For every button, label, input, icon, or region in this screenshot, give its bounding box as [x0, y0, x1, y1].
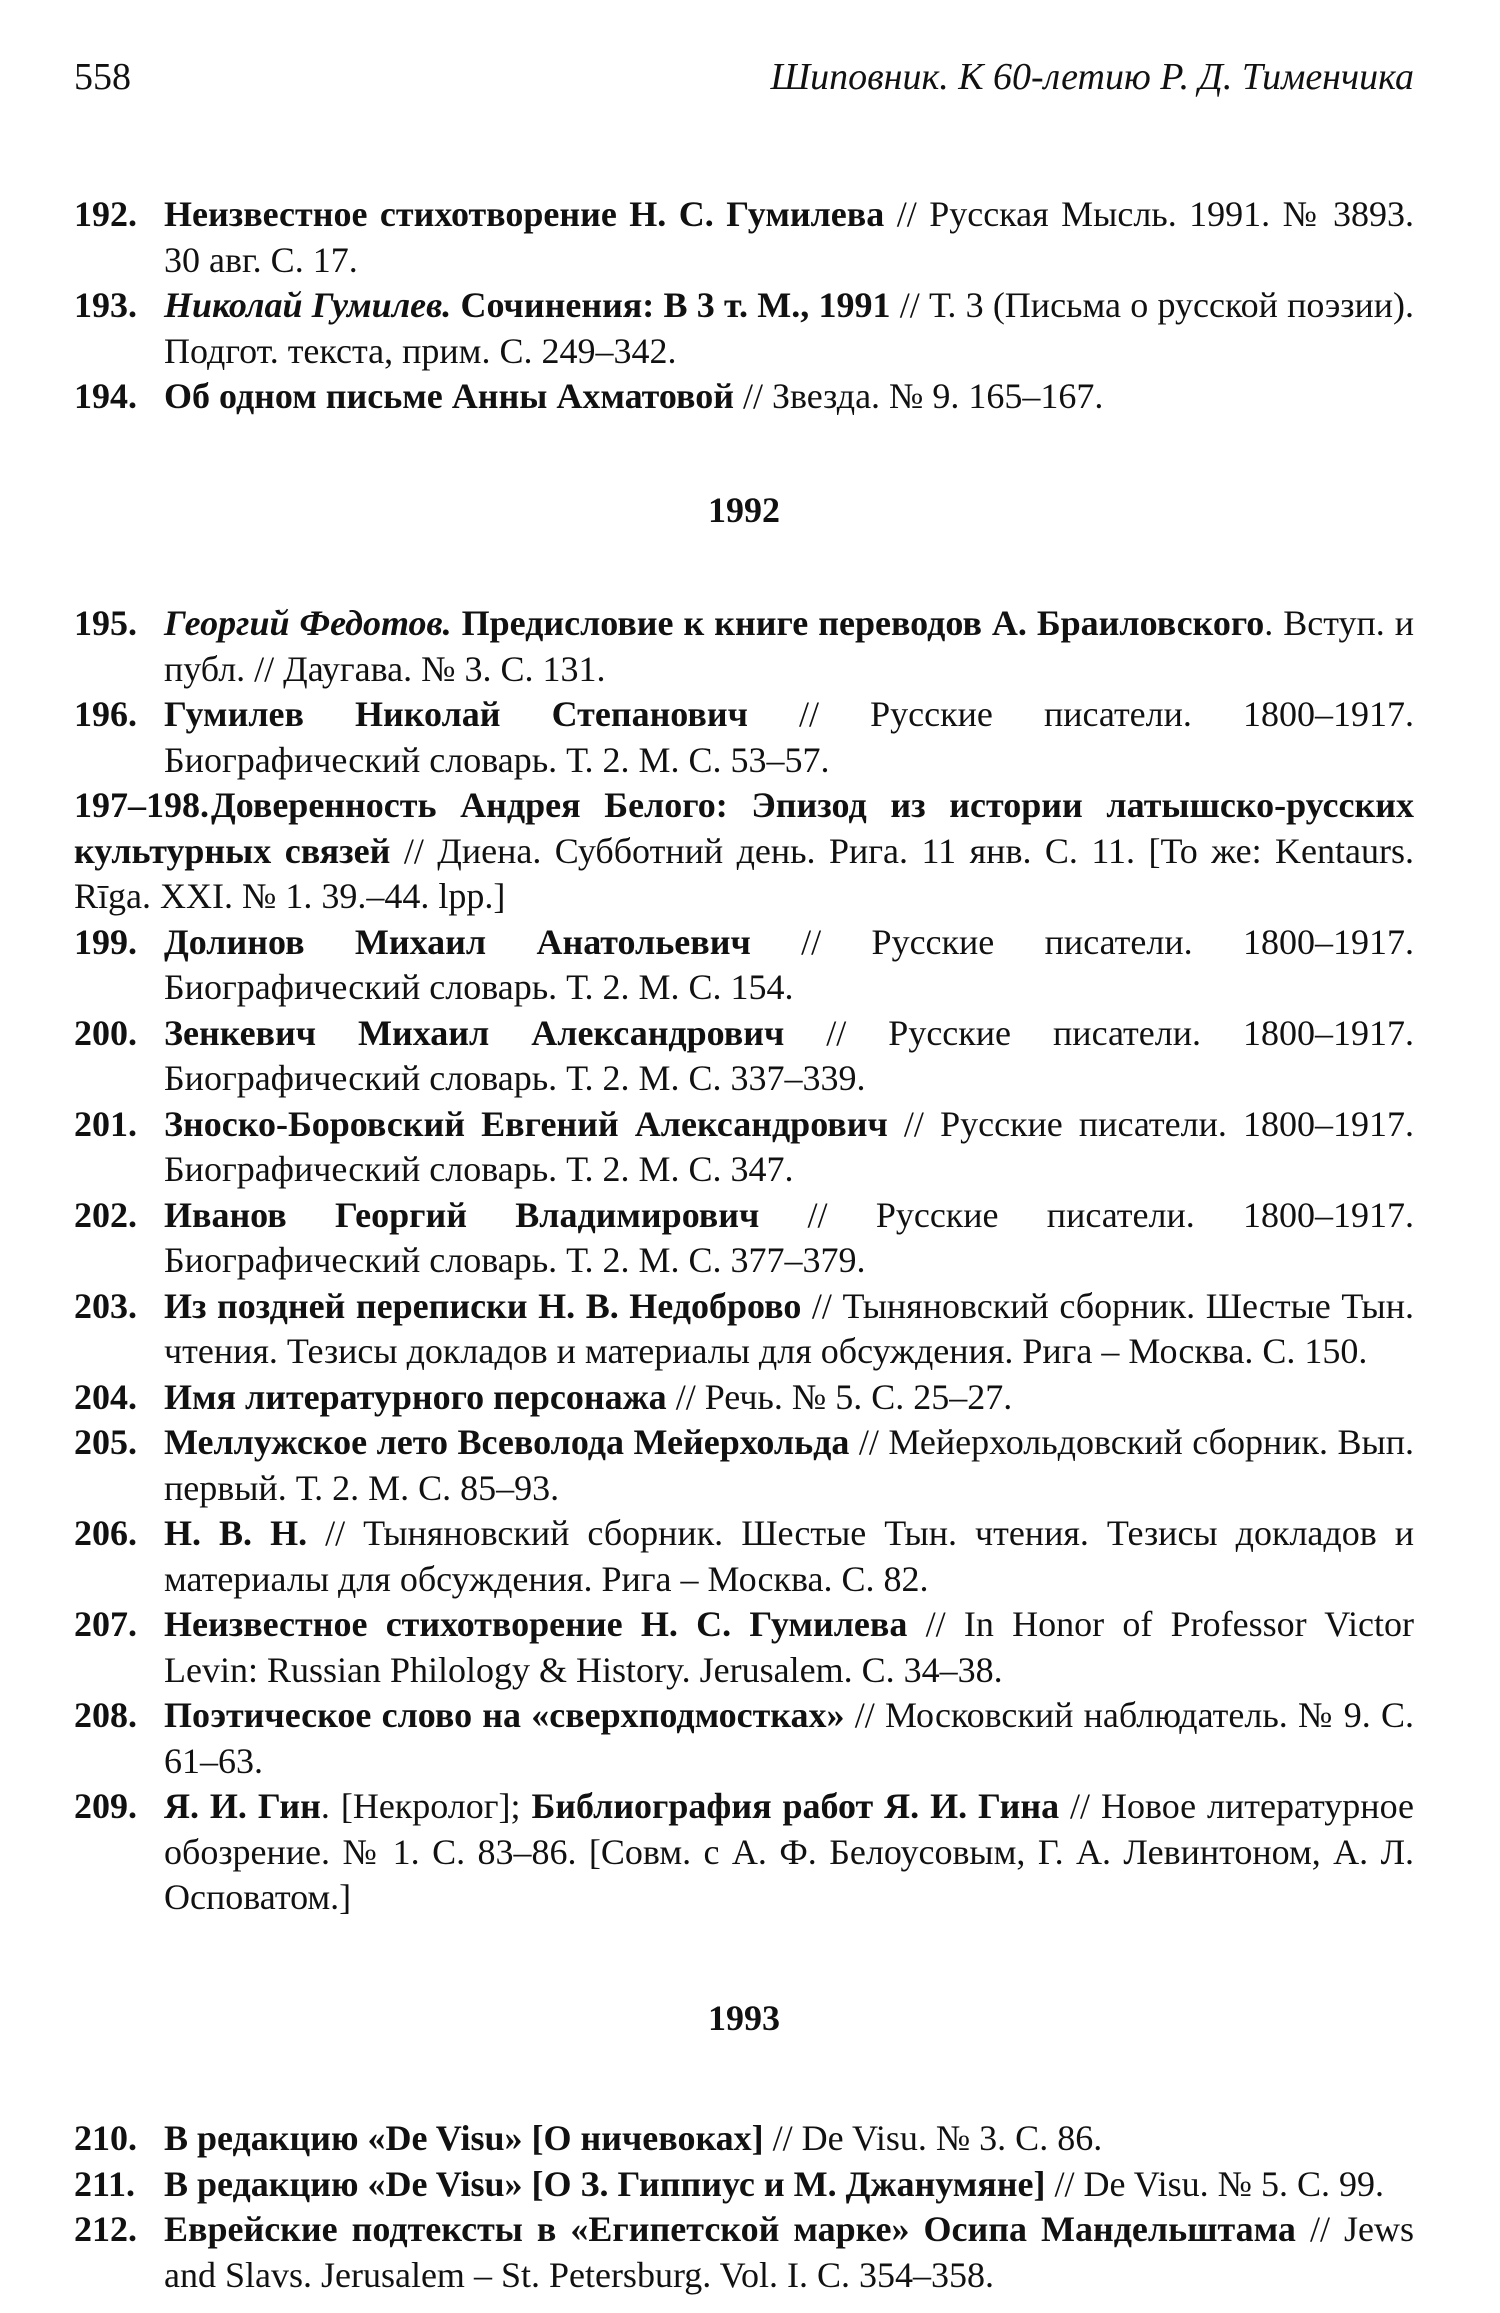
entry-source: . [Некролог];	[320, 1786, 532, 1826]
bibliography-list-1993	[74, 2116, 1414, 2298]
entry-source: // Русские писатели. 1800–1917. Биографический словарь. Т. 2. М. С. 347.	[164, 1103, 1414, 1189]
entry-title: Неизвестное стихотворение Н. С. Гумилева	[164, 194, 885, 234]
entry-number: 194.	[74, 376, 137, 416]
entry-title: Николай Гумилев.	[164, 285, 452, 325]
bibliography-entry	[74, 2207, 1414, 2298]
entry-number: 208.	[74, 1695, 137, 1735]
bibliography-list-top	[74, 192, 1414, 420]
entry-number: 192.	[74, 194, 137, 234]
entry-number: 195.	[74, 603, 137, 643]
entry-title: Из поздней переписки Н. В. Недоброво	[164, 1285, 802, 1326]
entry-source: // Русские писатели. 1800–1917. Биографический словарь. Т. 2. М. С. 154.	[164, 921, 1414, 1007]
entry-title: Долинов Михаил Анатольевич	[164, 921, 751, 962]
entry-title: Георгий Федотов.	[164, 603, 452, 643]
entry-title: Я. И. Гин	[164, 1786, 321, 1826]
entry-number: 193.	[74, 285, 137, 325]
entry-source: // Мейерхольдовский сборник. Вып. первый. Т. 2. М. С. 85–93.	[164, 1422, 1414, 1508]
entry-number: 201.	[74, 1103, 137, 1144]
page-header	[74, 58, 1414, 96]
entry-title: Неизвестное стихотворение Н. С. Гумилева	[164, 1604, 908, 1644]
entry-source: // De Visu. № 3. С. 86.	[763, 2118, 1103, 2158]
running-title: Шиповник. К 60-летию Р. Д. Тименчика	[770, 56, 1414, 98]
bibliography-entry	[74, 1102, 1414, 1193]
bibliography-entry	[74, 783, 1414, 920]
entry-number: 206.	[74, 1513, 137, 1553]
entry-number: 212.	[74, 2209, 137, 2249]
entry-title: Н. В. Н.	[164, 1513, 308, 1553]
year-heading-1992: 1992	[708, 489, 780, 530]
entry-number: 209.	[74, 1786, 137, 1826]
entry-source: // Русские писатели. 1800–1917. Биографический словарь. Т. 2. М. С. 337–339.	[164, 1012, 1414, 1098]
entry-number: 205.	[74, 1422, 137, 1462]
bibliography-entry	[74, 2116, 1414, 2162]
entry-title: Еврейские подтексты в «Египетской марке» Осипа Мандельштама	[164, 2209, 1296, 2249]
bibliography-entry	[74, 692, 1414, 783]
entry-title: Зноско-Боровский Евгений Александрович	[164, 1103, 888, 1144]
entry-title: Имя литературного персонажа	[164, 1376, 667, 1417]
entry-source: // Речь. № 5. С. 25–27.	[666, 1376, 1013, 1417]
entry-title: Библиография работ Я. И. Гина	[531, 1786, 1060, 1826]
bibliography-entry	[74, 920, 1414, 1011]
entry-title: Сочинения: В 3 т. М., 1991	[451, 285, 891, 325]
entry-title: Поэтическое слово на «сверхподмостках»	[164, 1695, 845, 1735]
entry-source: // Русские писатели. 1800–1917. Биографический словарь. Т. 2. М. С. 53–57.	[164, 694, 1414, 780]
bibliography-entry	[74, 2162, 1414, 2208]
entry-title: Об одном письме Анны Ахматовой	[164, 376, 734, 416]
entry-title: Предисловие к книге переводов А. Браиловского	[451, 603, 1265, 643]
entry-title: В редакцию «De Visu» [О ничевоках]	[164, 2118, 764, 2158]
entry-number: 197–198.	[74, 785, 209, 825]
entry-source: // Новое литературное обозрение. № 1. С. 83–86. [Совм. с А. Ф. Белоусовым, Г. А. Левинтоном, А. Л. Осповатом.]	[164, 1786, 1414, 1917]
bibliography-entry	[74, 1784, 1414, 1921]
entry-title: В редакцию «De Visu» [О З. Гиппиус и М. Джанумяне]	[164, 2163, 1046, 2204]
bibliography-entry	[74, 1602, 1414, 1693]
bibliography-entry	[74, 601, 1414, 692]
entry-source: // Jews and Slavs. Jerusalem – St. Petersburg. Vol. I. С. 354–358.	[164, 2209, 1415, 2295]
entry-number: 210.	[74, 2118, 137, 2158]
page-number: 558	[74, 56, 131, 98]
bibliography-entry	[74, 1375, 1414, 1421]
entry-title: Зенкевич Михаил Александрович	[164, 1012, 785, 1053]
entry-source: // Московский наблюдатель. № 9. С. 61–63.	[164, 1695, 1415, 1781]
entry-source: // Диена. Субботний день. Рига. 11 янв. С. 11. [То же: Kentaurs. Rīga. XXI. № 1. 39.–44. lpp.]	[74, 830, 1415, 916]
entry-title: Доверенность Андрея Белого: Эпизод из истории латышско-русских культурных связей	[74, 785, 1414, 871]
entry-number: 203.	[74, 1285, 137, 1326]
bibliography-entry	[74, 192, 1414, 283]
entry-title: Меллужское лето Всеволода Мейерхольда	[164, 1422, 850, 1462]
entry-number: 204.	[74, 1376, 137, 1417]
entry-number: 211.	[74, 2163, 136, 2204]
bibliography-entry	[74, 1420, 1414, 1511]
bibliography-entry	[74, 374, 1414, 420]
entry-source: . Вступ. и публ. // Даугава. № 3. С. 131.	[164, 603, 1414, 689]
entry-number: 207.	[74, 1604, 137, 1644]
bibliography-entry	[74, 1011, 1414, 1102]
entry-source: // De Visu. № 5. С. 99.	[1045, 2163, 1384, 2204]
bibliography-entry	[74, 1193, 1414, 1284]
bibliography-entry	[74, 1284, 1414, 1375]
entry-number: 200.	[74, 1012, 137, 1053]
entry-source: // Т. 3 (Письма о русской поэзии). Подгот. текста, прим. С. 249–342.	[164, 285, 1415, 371]
entry-title: Гумилев Николай Степанович	[164, 694, 748, 734]
entry-source: // Русская Мысль. 1991. № 3893. 30 авг. С. 17.	[164, 194, 1414, 280]
entry-source: // Звезда. № 9. 165–167.	[733, 376, 1104, 416]
entry-number: 196.	[74, 694, 137, 734]
entry-source: // Тыняновский сборник. Шестые Тын. чтения. Тезисы докладов и материалы для обсуждения. Рига – Москва. С. 82.	[164, 1513, 1414, 1599]
entry-number: 202.	[74, 1194, 137, 1235]
entry-source: // Русские писатели. 1800–1917. Биографический словарь. Т. 2. М. С. 377–379.	[164, 1194, 1415, 1280]
bibliography-entry	[74, 283, 1414, 374]
entry-number: 199.	[74, 921, 137, 962]
entry-source: // In Honor of Professor Victor Levin: Russian Philology & History. Jerusalem. С. 34–38.	[164, 1604, 1415, 1690]
year-heading-1993: 1993	[708, 1997, 780, 2038]
bibliography-entry	[74, 1693, 1414, 1784]
entry-source: // Тыняновский сборник. Шестые Тын. чтения. Тезисы докладов и материалы для обсуждения. Рига – Москва. С. 150.	[164, 1285, 1414, 1371]
entry-title: Иванов Георгий Владимирович	[164, 1194, 760, 1235]
bibliography-entry	[74, 1511, 1414, 1602]
bibliography-list-1992	[74, 601, 1414, 1921]
